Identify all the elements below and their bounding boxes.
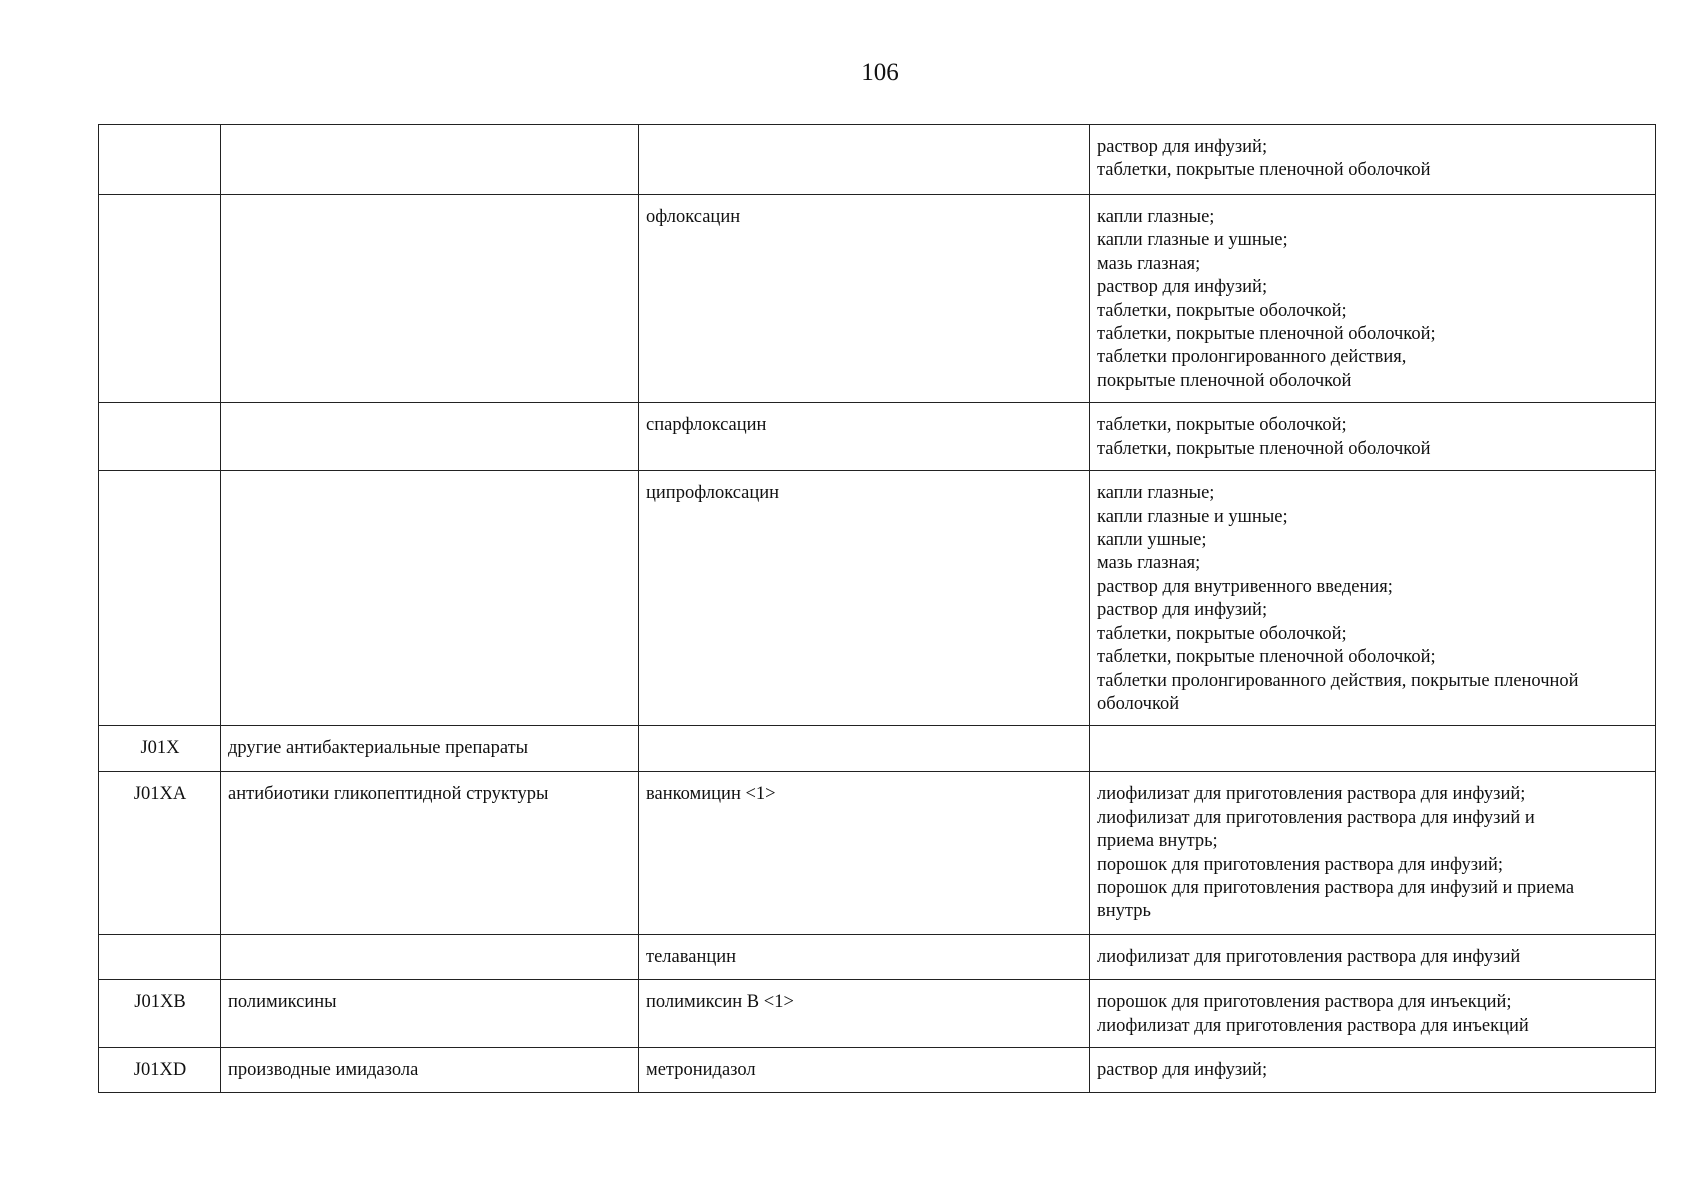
dosage-forms-cell bbox=[1090, 1048, 1656, 1093]
dosage-form: раствор для инфузий; bbox=[1097, 1060, 1268, 1081]
dosage-form: таблетки пролонгированного действия, bbox=[1097, 347, 1407, 368]
dosage-form: раствор для инфузий; bbox=[1097, 600, 1268, 621]
dosage-forms-cell bbox=[1090, 935, 1656, 980]
dosage-form: таблетки, покрытые пленочной оболочкой; bbox=[1097, 324, 1436, 345]
dosage-form: таблетки, покрытые оболочкой; bbox=[1097, 415, 1347, 436]
dosage-form: оболочкой bbox=[1097, 693, 1180, 714]
atc-code-cell bbox=[99, 195, 221, 403]
atc-code-cell: J01XA bbox=[99, 772, 221, 935]
table-row bbox=[99, 980, 1656, 1048]
drug-name-cell: метронидазол bbox=[639, 1048, 1090, 1093]
dosage-form: капли глазные; bbox=[1097, 207, 1215, 227]
dosage-form: таблетки, покрытые оболочкой; bbox=[1097, 300, 1347, 321]
dosage-form: покрытые пленочной оболочкой bbox=[1097, 370, 1352, 391]
atc-code-cell bbox=[99, 471, 221, 726]
group-name-cell bbox=[221, 195, 639, 403]
group-name-cell bbox=[221, 935, 639, 980]
dosage-forms-cell bbox=[1090, 726, 1656, 772]
dosage-form: лиофилизат для приготовления раствора для инфузий и bbox=[1097, 807, 1535, 828]
dosage-forms-cell bbox=[1090, 980, 1656, 1048]
dosage-form: таблетки пролонгированного действия, покрытые пленочной bbox=[1097, 670, 1579, 691]
group-name-cell: полимиксины bbox=[221, 980, 639, 1048]
dosage-forms-cell bbox=[1090, 772, 1656, 935]
drug-name-cell: ципрофлоксацин bbox=[639, 471, 1090, 726]
dosage-form: раствор для инфузий; bbox=[1097, 277, 1268, 298]
group-name-cell bbox=[221, 403, 639, 471]
dosage-form: лиофилизат для приготовления раствора для инфузий; bbox=[1097, 784, 1526, 805]
dosage-form: капли глазные; bbox=[1097, 483, 1215, 504]
dosage-form: порошок для приготовления раствора для инфузий и приема bbox=[1097, 877, 1575, 898]
dosage-form: раствор для внутривенного введения; bbox=[1097, 576, 1393, 597]
page-number: 106 bbox=[861, 59, 899, 86]
dosage-form: таблетки, покрытые пленочной оболочкой bbox=[1097, 438, 1431, 459]
dosage-forms-cell bbox=[1090, 195, 1656, 403]
dosage-forms-cell bbox=[1090, 403, 1656, 471]
atc-code-cell: J01X bbox=[99, 726, 221, 772]
drug-name-cell bbox=[639, 726, 1090, 772]
atc-code-cell bbox=[99, 403, 221, 471]
drug-name-cell: спарфлоксацин bbox=[639, 403, 1090, 471]
atc-code-cell bbox=[99, 935, 221, 980]
dosage-form: приема внутрь; bbox=[1097, 831, 1218, 852]
table-row bbox=[99, 403, 1656, 471]
dosage-form: капли ушные; bbox=[1097, 530, 1207, 551]
table-row bbox=[99, 772, 1656, 935]
dosage-form: таблетки, покрытые оболочкой; bbox=[1097, 623, 1347, 644]
dosage-form: раствор для инфузий; bbox=[1097, 137, 1268, 157]
dosage-form: лиофилизат для приготовления раствора для инфузий bbox=[1097, 947, 1521, 968]
dosage-form: капли глазные и ушные; bbox=[1097, 506, 1288, 527]
drug-name-cell: ванкомицин <1> bbox=[639, 772, 1090, 935]
dosage-form: капли глазные и ушные; bbox=[1097, 230, 1288, 251]
table-row bbox=[99, 935, 1656, 980]
table-row bbox=[99, 195, 1656, 403]
atc-code-cell: J01XD bbox=[99, 1048, 221, 1093]
dosage-form: мазь глазная; bbox=[1097, 253, 1201, 274]
drug-table bbox=[98, 124, 1656, 1093]
dosage-form: мазь глазная; bbox=[1097, 553, 1201, 574]
dosage-form: внутрь bbox=[1097, 901, 1151, 922]
table-row bbox=[99, 726, 1656, 772]
group-name-cell bbox=[221, 125, 639, 195]
dosage-form: порошок для приготовления раствора для инъекций; bbox=[1097, 992, 1512, 1013]
dosage-form: лиофилизат для приготовления раствора для инъекций bbox=[1097, 1015, 1529, 1036]
dosage-forms-cell bbox=[1090, 125, 1656, 195]
atc-code-cell bbox=[99, 125, 221, 195]
drug-name-cell: полимиксин В <1> bbox=[639, 980, 1090, 1048]
group-name-cell: производные имидазола bbox=[221, 1048, 639, 1093]
drug-name-cell bbox=[639, 125, 1090, 195]
drug-name-cell: офлоксацин bbox=[639, 195, 1090, 403]
group-name-cell bbox=[221, 471, 639, 726]
table-row bbox=[99, 1048, 1656, 1093]
dosage-form: таблетки, покрытые пленочной оболочкой; bbox=[1097, 647, 1436, 668]
dosage-forms-cell bbox=[1090, 471, 1656, 726]
table-row bbox=[99, 471, 1656, 726]
drug-name-cell: телаванцин bbox=[639, 935, 1090, 980]
group-name-cell: другие антибактериальные препараты bbox=[221, 726, 639, 772]
dosage-form: таблетки, покрытые пленочной оболочкой bbox=[1097, 160, 1431, 181]
atc-code-cell: J01XB bbox=[99, 980, 221, 1048]
dosage-form: порошок для приготовления раствора для инфузий; bbox=[1097, 854, 1503, 875]
table-row bbox=[99, 125, 1656, 195]
group-name-cell: антибиотики гликопептидной структуры bbox=[221, 772, 639, 935]
